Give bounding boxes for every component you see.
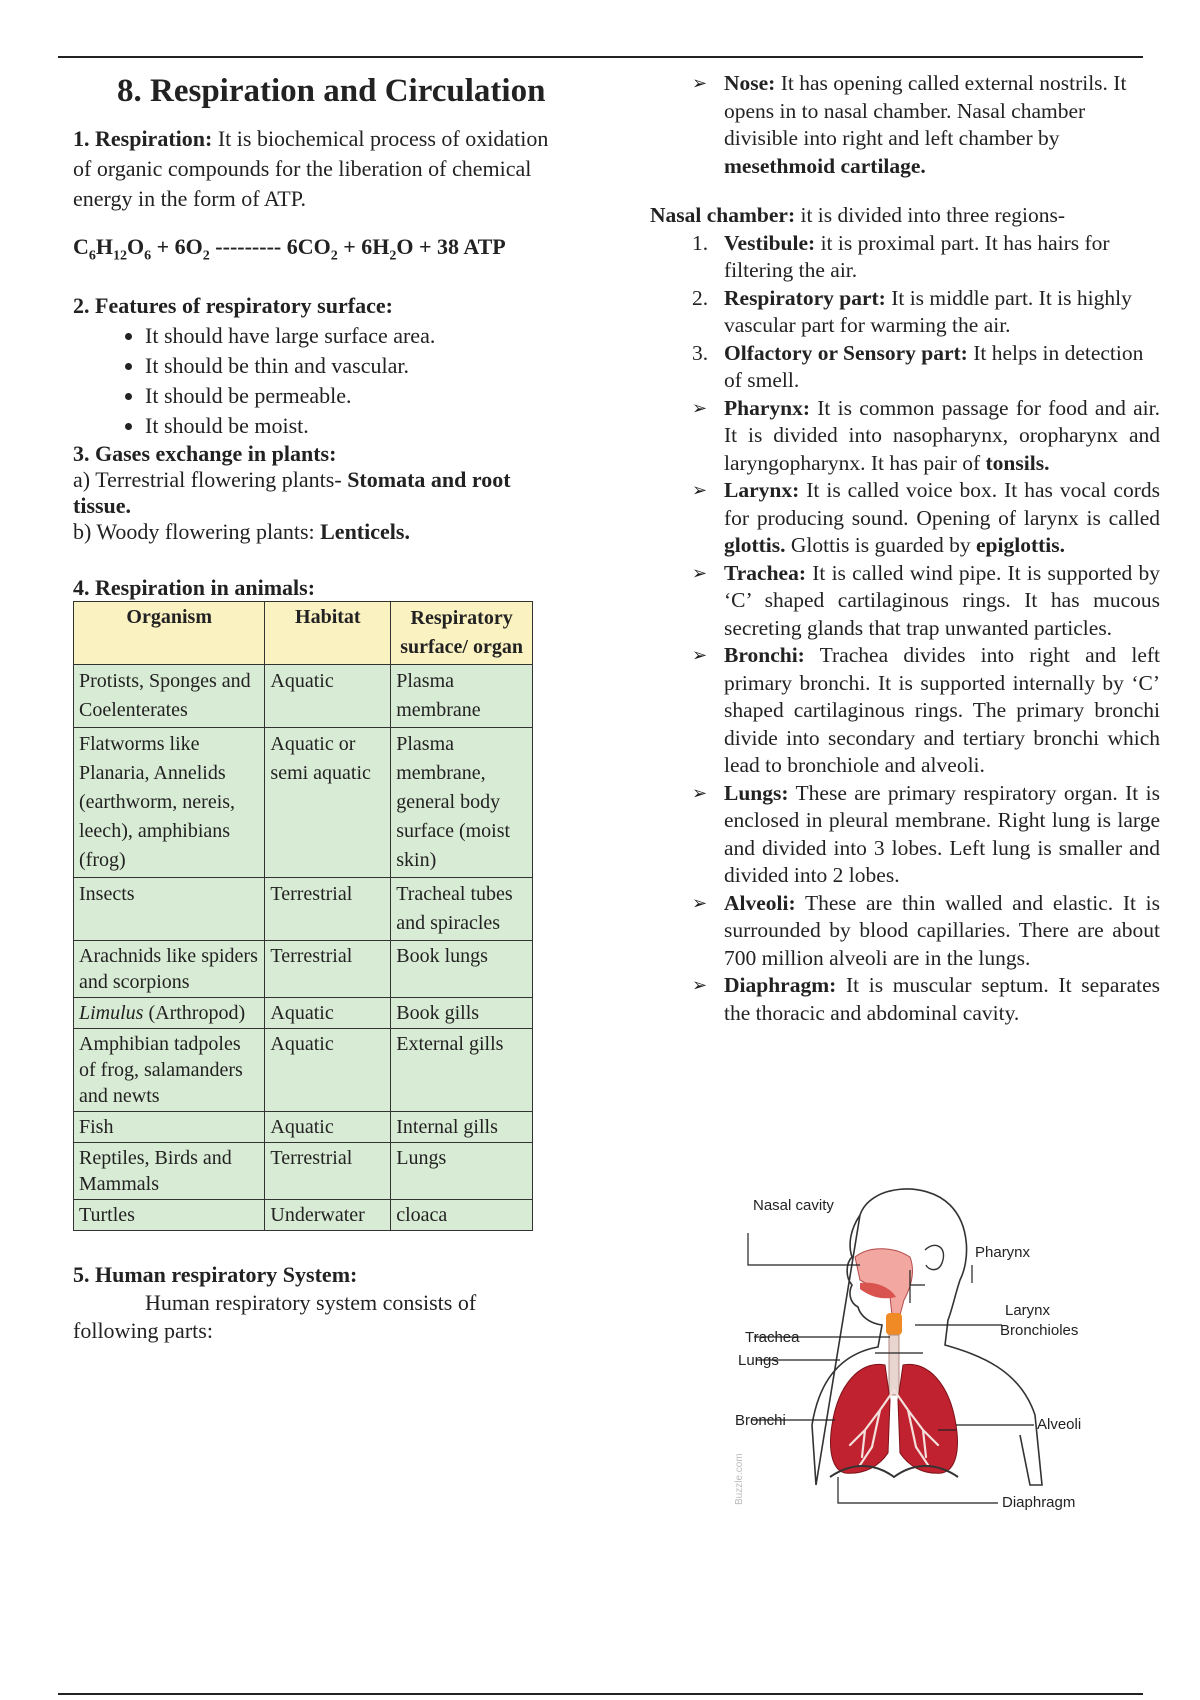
watermark: Buzzle.com xyxy=(734,1453,745,1505)
list-item: ➢ Pharynx: It is common passage for food and air. It is divided into nasopharynx, oropharynx and laryngopharynx. It has pair of tonsils. xyxy=(692,395,1160,475)
nose-list xyxy=(650,70,1160,180)
nasal-chamber: Nasal chamber: it is divided into three regions- xyxy=(650,203,1066,227)
page-title: 8. Respiration and Circulation xyxy=(117,73,546,109)
list-item: • It should be moist. xyxy=(145,411,563,441)
plants-b: b) Woody flowering plants: Lenticels. xyxy=(73,519,410,545)
respiration-heading: 1. Respiration: xyxy=(73,126,213,151)
label-larynx: Larynx xyxy=(1005,1302,1051,1319)
plants-a: a) Terrestrial flowering plants- Stomata and root tissue. xyxy=(73,467,511,519)
nasal-cavity-shape xyxy=(855,1249,912,1315)
table-row: Limulus (Arthropod) Aquatic Book gills xyxy=(74,998,533,1029)
arrow-icon: ➢ xyxy=(692,562,708,583)
table-header-row xyxy=(74,602,533,665)
right-lung xyxy=(831,1364,890,1473)
label-diaphragm: Diaphragm xyxy=(1002,1494,1076,1511)
list-item: ➢ Trachea: It is called wind pipe. It is supported by ‘C’ shaped cartilaginous rings. It has mucous secreting glands that trap unwanted particles. xyxy=(692,560,1160,640)
limulus-name: Limulus xyxy=(79,1002,144,1025)
label-alveoli: Alveoli xyxy=(1037,1416,1082,1433)
table-row: Arachnids like spiders and scorpions Terrestrial Book lungs xyxy=(74,941,533,998)
table-row: Amphibian tadpoles of frog, salamanders and newts Aquatic External gills xyxy=(74,1029,533,1112)
arrow-icon: ➢ xyxy=(692,975,708,995)
arrow-icon: ➢ xyxy=(692,645,708,665)
respiration-text: It is biochemical process of oxidation of organic compounds for the liberation of chemical energy in the form of ATP. xyxy=(73,126,549,211)
label-trachea: Trachea xyxy=(745,1329,800,1346)
column-header: Respiratory surface/ organ xyxy=(391,602,533,665)
respiratory-system-diagram xyxy=(720,1185,1100,1530)
list-item: 2. Respiratory part: It is middle part. It is highly vascular part for warming the air. xyxy=(692,285,1132,337)
table-row: Reptiles, Birds and Mammals Terrestrial Lungs xyxy=(74,1143,533,1200)
top-rule xyxy=(58,56,1143,58)
left-column xyxy=(73,70,563,1345)
list-item: • It should be permeable. xyxy=(145,381,563,411)
table-row: Insects Terrestrial Tracheal tubes and spiracles xyxy=(74,878,533,941)
arrow-icon: ➢ xyxy=(692,480,708,500)
list-item: ➢ Diaphragm: It is muscular septum. It separates the thoracic and abdominal cavity. xyxy=(692,973,1160,1025)
list-item: ➢ Bronchi: Trachea divides into right and left primary bronchi. It is supported internally by ‘C’ shaped cartilaginous rings. The primary bronchi divide into secondary and tertiary bronchi which lead to bronchiole and alveoli. xyxy=(692,643,1160,777)
trachea-shape xyxy=(889,1335,899,1395)
left-lung xyxy=(898,1364,957,1473)
limulus-cell xyxy=(74,998,265,1029)
features-heading: 2. Features of respiratory surface: xyxy=(73,293,393,319)
list-item: ➢ Alveoli: These are thin walled and elastic. It is surrounded by blood capillaries. There are about 700 million alveoli are in the lungs. xyxy=(692,890,1160,970)
bottom-rule xyxy=(58,1693,1143,1695)
respiration-paragraph xyxy=(73,124,563,214)
column-header: Organism xyxy=(74,602,265,665)
table-row: Flatworms like Planaria, Annelids (earthworm, nereis, leech), amphibians (frog) Aquatic or semi aquatic Plasma membrane, general body surface (moist skin) xyxy=(74,728,533,878)
limulus-class: (Arthropod) xyxy=(148,1002,246,1025)
organ-list xyxy=(650,395,1160,1028)
label-nasal-cavity: Nasal cavity xyxy=(753,1197,834,1214)
label-lungs: Lungs xyxy=(738,1352,779,1369)
features-list xyxy=(73,321,563,441)
list-item: ➢ Nose: It has opening called external nostrils. It opens in to nasal chamber. Nasal chamber divisible into right and left chamber by mesethmoid cartilage. xyxy=(692,71,1127,178)
respiration-table xyxy=(73,601,533,1231)
table-row: Turtles Underwater cloaca xyxy=(74,1200,533,1231)
arrow-icon: ➢ xyxy=(692,397,708,418)
column-header: Habitat xyxy=(265,602,391,665)
nasal-regions xyxy=(650,230,1160,395)
label-bronchioles: Bronchioles xyxy=(1000,1322,1079,1339)
list-item: ➢ Lungs: These are primary respiratory organ. It is enclosed in pleural membrane. Right lung is large and divided into 3 lobes. Left lung is smaller and divided into 2 lobes. xyxy=(692,780,1160,887)
list-item: • It should have large surface area. xyxy=(145,321,563,351)
list-item: ➢ Larynx: It is called voice box. It has vocal cords for producing sound. Opening of larynx is called glottis. Glottis is guarded by epiglottis. xyxy=(692,478,1160,557)
arrow-icon: ➢ xyxy=(692,73,708,93)
label-pharynx: Pharynx xyxy=(975,1244,1031,1261)
list-item: 3. Olfactory or Sensory part: It helps in detection of smell. xyxy=(692,340,1144,392)
right-column xyxy=(650,70,1160,1027)
table-row: Fish Aquatic Internal gills xyxy=(74,1112,533,1143)
arrow-icon: ➢ xyxy=(692,782,708,803)
list-item: 1. Vestibule: it is proximal part. It has hairs for filtering the air. xyxy=(692,230,1110,282)
label-bronchi: Bronchi xyxy=(735,1412,786,1429)
animals-heading: 4. Respiration in animals: xyxy=(73,575,316,601)
arrow-icon: ➢ xyxy=(692,892,708,913)
respiration-equation: $C_6H_{12}O_6 + 6O_2$ --------- $6CO_2 + 6H_2O + 38$ ATP xyxy=(73,234,506,264)
larynx-shape xyxy=(886,1313,902,1335)
human-text: Human respiratory system consists of following parts: xyxy=(73,1290,477,1344)
list-item: • It should be thin and vascular. xyxy=(145,351,563,381)
plants-heading: 3. Gases exchange in plants: xyxy=(73,441,337,467)
table-row: Protists, Sponges and Coelenterates Aquatic Plasma membrane xyxy=(74,665,533,728)
human-heading: 5. Human respiratory System: xyxy=(73,1262,358,1288)
